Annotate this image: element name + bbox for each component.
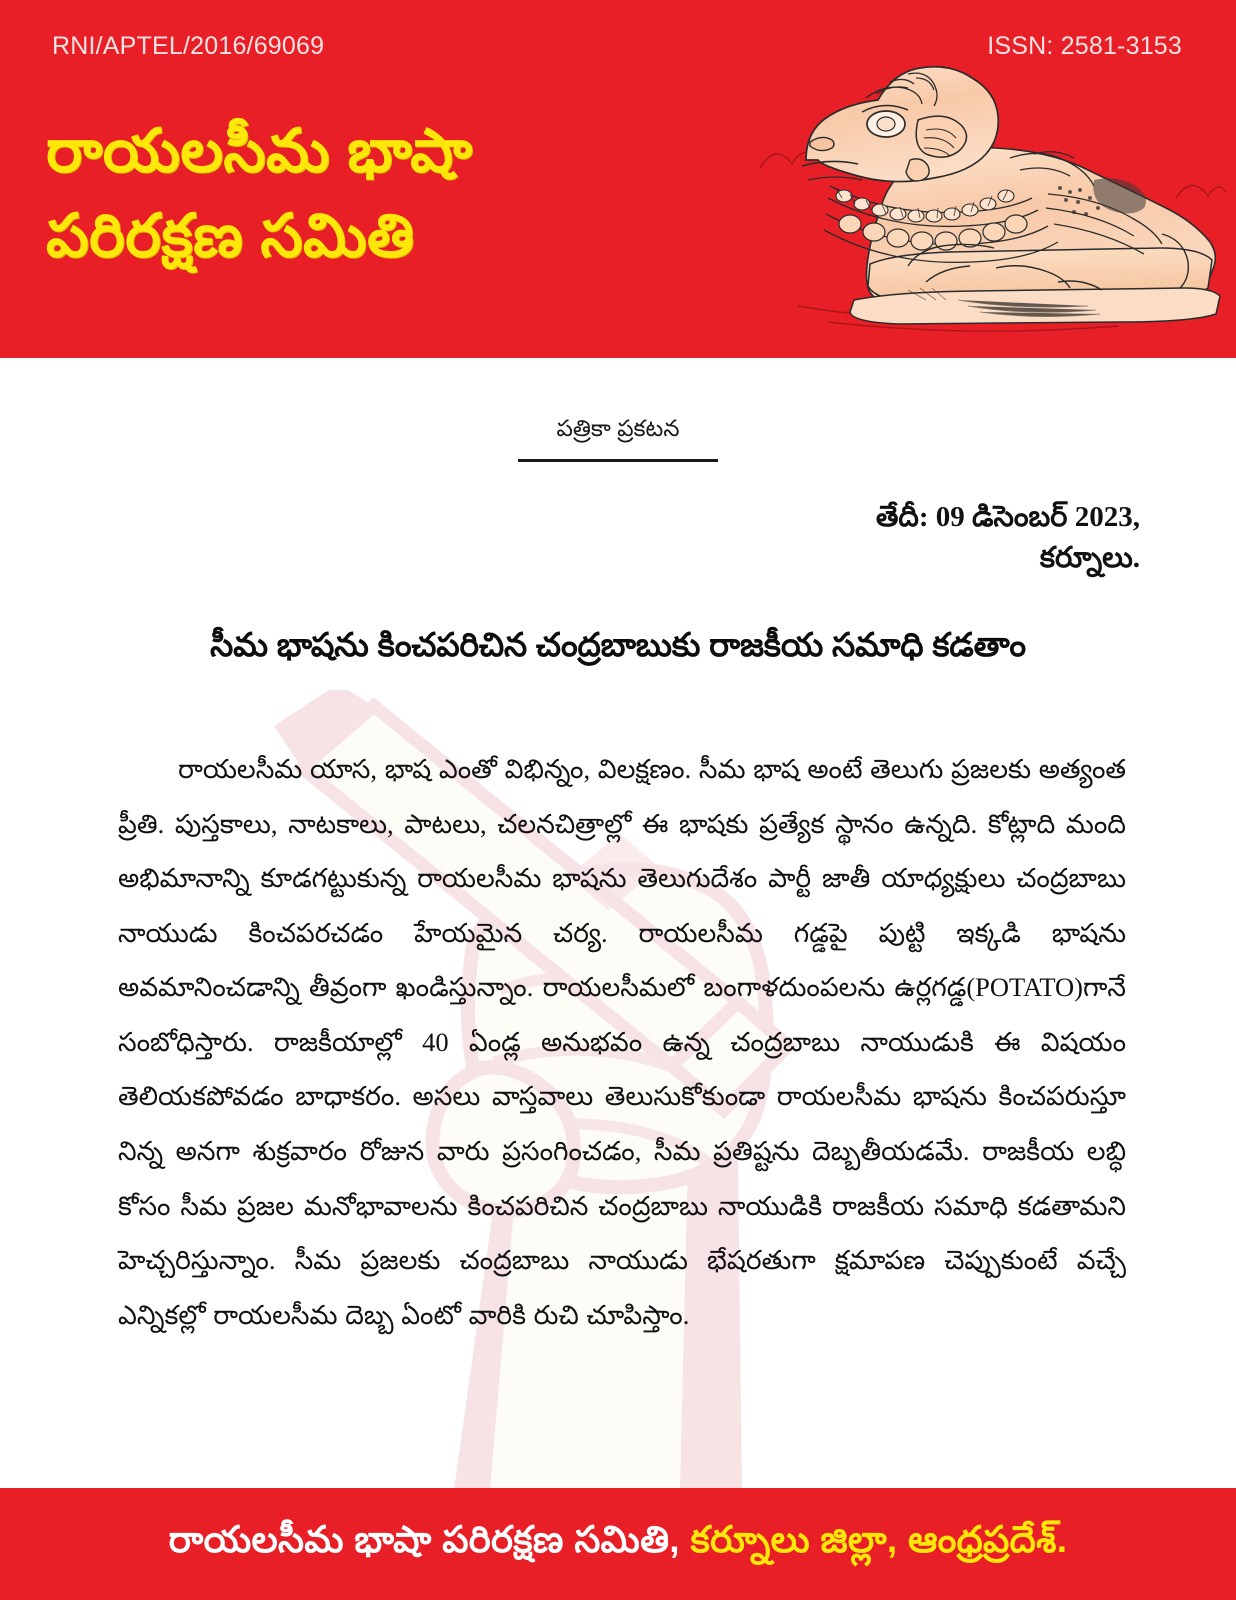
registration-number: RNI/APTEL/2016/69069: [52, 32, 325, 60]
date-block: [876, 497, 1140, 579]
press-release-body: రాయలసీమ యాస, భాష ఎంతో విభిన్నం, విలక్షణం. సీమ భాష అంటే తెలుగు ప్రజలకు అత్యంత ప్రీతి. పుస్తకాలు, నాటకాలు, పాటలు, చలనచిత్రాల్లో ఈ భాషకు ప్రత్యేక స్థానం ఉన్నది. కోట్లాది మంది అభిమానాన్ని కూడగట్టుకున్న రాయలసీమ భాషను తెలుగుదేశం పార్టీ జాతీ యాధ్యక్షులు చంద్రబాబు నాయుడు కించపరచడం హేయమైన చర్య. రాయలసీమ గడ్డపై పుట్టి ఇక్కడి భాషను అవమానించడాన్ని తీవ్రంగా ఖండిస్తున్నాం. రాయలసీమలో బంగాళదుంపలను ఉర్లగడ్డ(POTATO)గానే సంబోధిస్తారు. రాజకీయాల్లో 40 ఏండ్ల అనుభవం ఉన్న చంద్రబాబు నాయుడుకి ఈ విషయం తెలియకపోవడం బాధాకరం. అసలు వాస్తవాలు తెలుసుకోకుండా రాయలసీమ భాషను కించపరుస్తూ నిన్న అనగా శుక్రవారం రోజున వారు ప్రసంగించడం, సీమ ప్రతిష్టను దెబ్బతీయడమే. రాజకీయ లబ్ధి కోసం సీమ ప్రజల మనోభావాలను కించపరిచిన చంద్రబాబు నాయుడికి రాజకీయ సమాధి కడతామని హెచ్చరిస్తున్నాం. సీమ ప్రజలకు చంద్రబాబు నాయుడు భేషరతుగా క్షమాపణ చెప్పుకుంటే వచ్చే ఎన్నికల్లో రాయలసీమ దెబ్బ ఏంటో వారికి రుచి చూపిస్తాం.: [118, 754, 1126, 1330]
release-city: కర్నూలు.: [1039, 542, 1140, 575]
footer-location: కర్నూలు జిల్లా, ఆంధ్రప్రదేశ్.: [679, 1518, 1068, 1560]
press-release-divider: [518, 459, 718, 462]
masthead-banner: [0, 0, 1236, 358]
footer-organization: రాయలసీమ భాషా పరిరక్షణ సమితి,: [168, 1518, 680, 1560]
masthead-title-line-1: రాయలసీమ భాషా: [46, 117, 473, 184]
release-date: తేదీ: 09 డిసెంబర్ 2023,: [875, 501, 1140, 533]
masthead-title-line-2: పరిరక్షణ సమితి: [46, 202, 415, 270]
footer-banner: [0, 1488, 1236, 1600]
footer-text: [169, 1519, 1068, 1570]
page-title: సీమ భాషను కించపరిచిన చంద్రబాబుకు రాజకీయ సమాధి కడతాం: [210, 626, 1026, 663]
press-release-label: పత్రికా ప్రకటన: [556, 415, 680, 441]
issn-number: ISSN: 2581-3153: [987, 32, 1182, 60]
nandi-bull-icon: [758, 38, 1228, 338]
masthead-title: [46, 108, 766, 278]
